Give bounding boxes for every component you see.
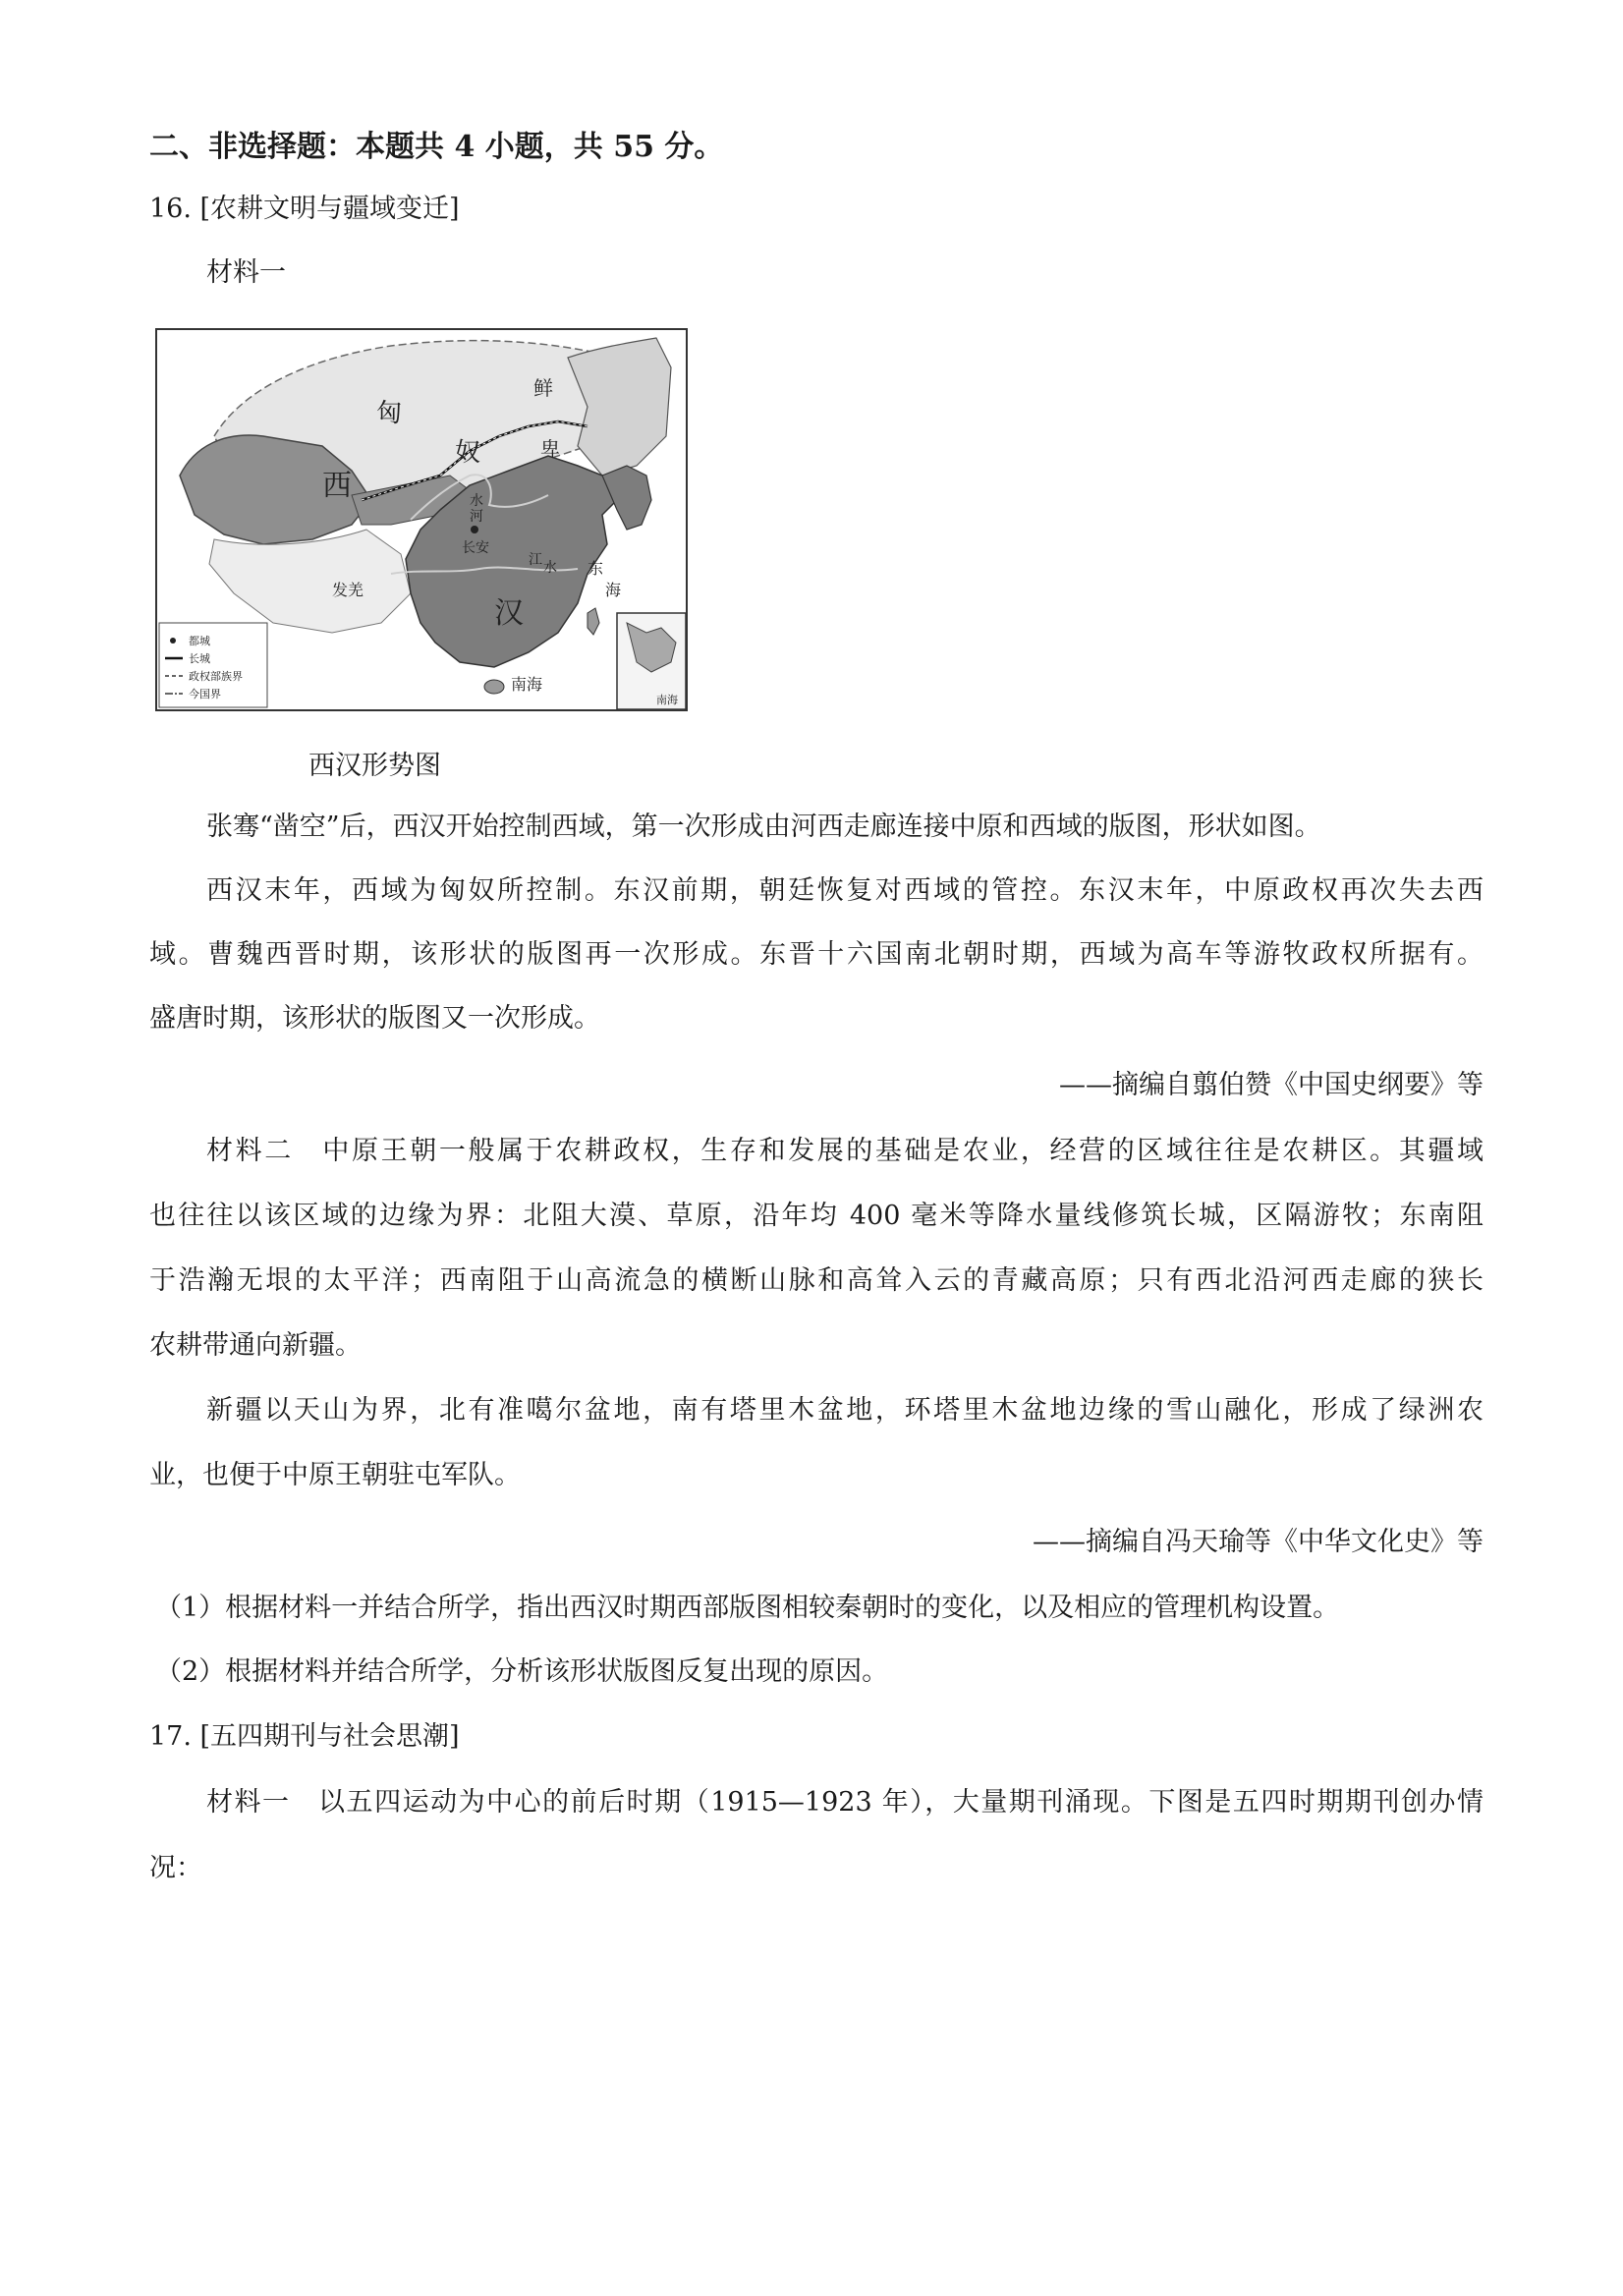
legend-capital-symbol [170, 638, 176, 644]
material-1-paragraph-2-line-2: 域。曹魏西晋时期，该形状的版图再一次形成。东晋十六国南北朝时期，西域为高车等游牧政权所据有。 [149, 939, 1483, 970]
label-nanhai: 南海 [511, 675, 543, 694]
label-river-2: 水 [470, 493, 483, 509]
material-2-line-5: 新疆以天山为界，北有准噶尔盆地，南有塔里木盆地，环塔里木盆地边缘的雪山融化，形成了绿洲农 [206, 1395, 1483, 1426]
material-2-line-3: 于浩瀚无垠的太平洋；西南阻于山高流急的横断山脉和高耸入云的青藏高原；只有西北沿河西走廊的狭长 [149, 1265, 1483, 1296]
material-1-source: ——摘编自翦伯赞《中国史纲要》等 [1059, 1070, 1483, 1100]
label-han: 汉 [494, 596, 524, 631]
label-jiang: 江 [529, 552, 542, 568]
label-xi: 西 [322, 469, 352, 503]
question-16-title: 16. [农耕文明与疆域变迁] [149, 194, 460, 224]
western-han-map [155, 328, 688, 711]
label-river-1: 河 [470, 509, 483, 525]
label-fajiang: 发羌 [332, 581, 364, 599]
question-16-part-1: （1）根据材料一并结合所学，指出西汉时期西部版图相较秦朝时的变化，以及相应的管理机构设置。 [155, 1593, 1340, 1623]
q17-material-1-line-1: 材料一 以五四运动为中心的前后时期（1915—1923 年），大量期刊涌现。下图是五四时期期刊创办情 [206, 1787, 1483, 1818]
material-2-line-1: 材料二 中原王朝一般属于农耕政权，生存和发展的基础是农业，经营的区域往往是农耕区。其疆域 [206, 1136, 1483, 1166]
material-1-paragraph-2-line-3: 盛唐时期，该形状的版图又一次形成。 [149, 1003, 600, 1034]
changan-capital-dot [471, 526, 478, 533]
legend-regime-boundary: 政权部族界 [189, 670, 243, 683]
label-shui: 水 [543, 560, 557, 576]
section-heading: 二、非选择题：本题共 4 小题，共 55 分。 [149, 130, 724, 164]
question-16-part-2: （2）根据材料并结合所学，分析该形状版图反复出现的原因。 [155, 1656, 889, 1687]
label-changan: 长安 [462, 540, 489, 556]
material-1-label: 材料一 [206, 257, 286, 288]
legend-capital: 都城 [189, 635, 210, 647]
map-svg [155, 328, 688, 711]
label-xianbei-2: 卑 [540, 437, 560, 461]
label-xiongnu-1: 匈 [376, 399, 403, 428]
map-caption: 西汉形势图 [308, 751, 441, 781]
material-1-paragraph-2-line-1: 西汉末年，西域为匈奴所控制。东汉前期，朝廷恢复对西域的管控。东汉末年，中原政权再次失去西 [206, 875, 1483, 906]
label-donghai-2: 海 [605, 581, 622, 599]
material-2-source: ——摘编自冯天瑜等《中华文化史》等 [1033, 1527, 1483, 1557]
question-17-title: 17. [五四期刊与社会思潮] [149, 1721, 460, 1752]
q17-material-1-line-2: 况： [149, 1853, 202, 1883]
material-1-paragraph-1: 张骞“凿空”后，西汉开始控制西域，第一次形成由河西走廊连接中原和西域的版图，形状如图。 [206, 812, 1321, 842]
label-donghai-1: 东 [588, 559, 604, 578]
legend-great-wall: 长城 [189, 652, 210, 665]
hainan-island [484, 680, 504, 694]
label-inset-nanhai: 南海 [656, 694, 678, 706]
material-2-line-4: 农耕带通向新疆。 [149, 1330, 362, 1361]
label-xiongnu-2: 奴 [455, 438, 481, 468]
material-2-line-2: 也往往以该区域的边缘为界：北阻大漠、草原，沿年均 400 毫米等降水量线修筑长城，区隔游牧；东南阻 [149, 1201, 1483, 1231]
legend-modern-border: 今国界 [189, 688, 221, 700]
label-xianbei-1: 鲜 [533, 376, 553, 400]
material-2-line-6: 业，也便于中原王朝驻屯军队。 [149, 1460, 521, 1490]
